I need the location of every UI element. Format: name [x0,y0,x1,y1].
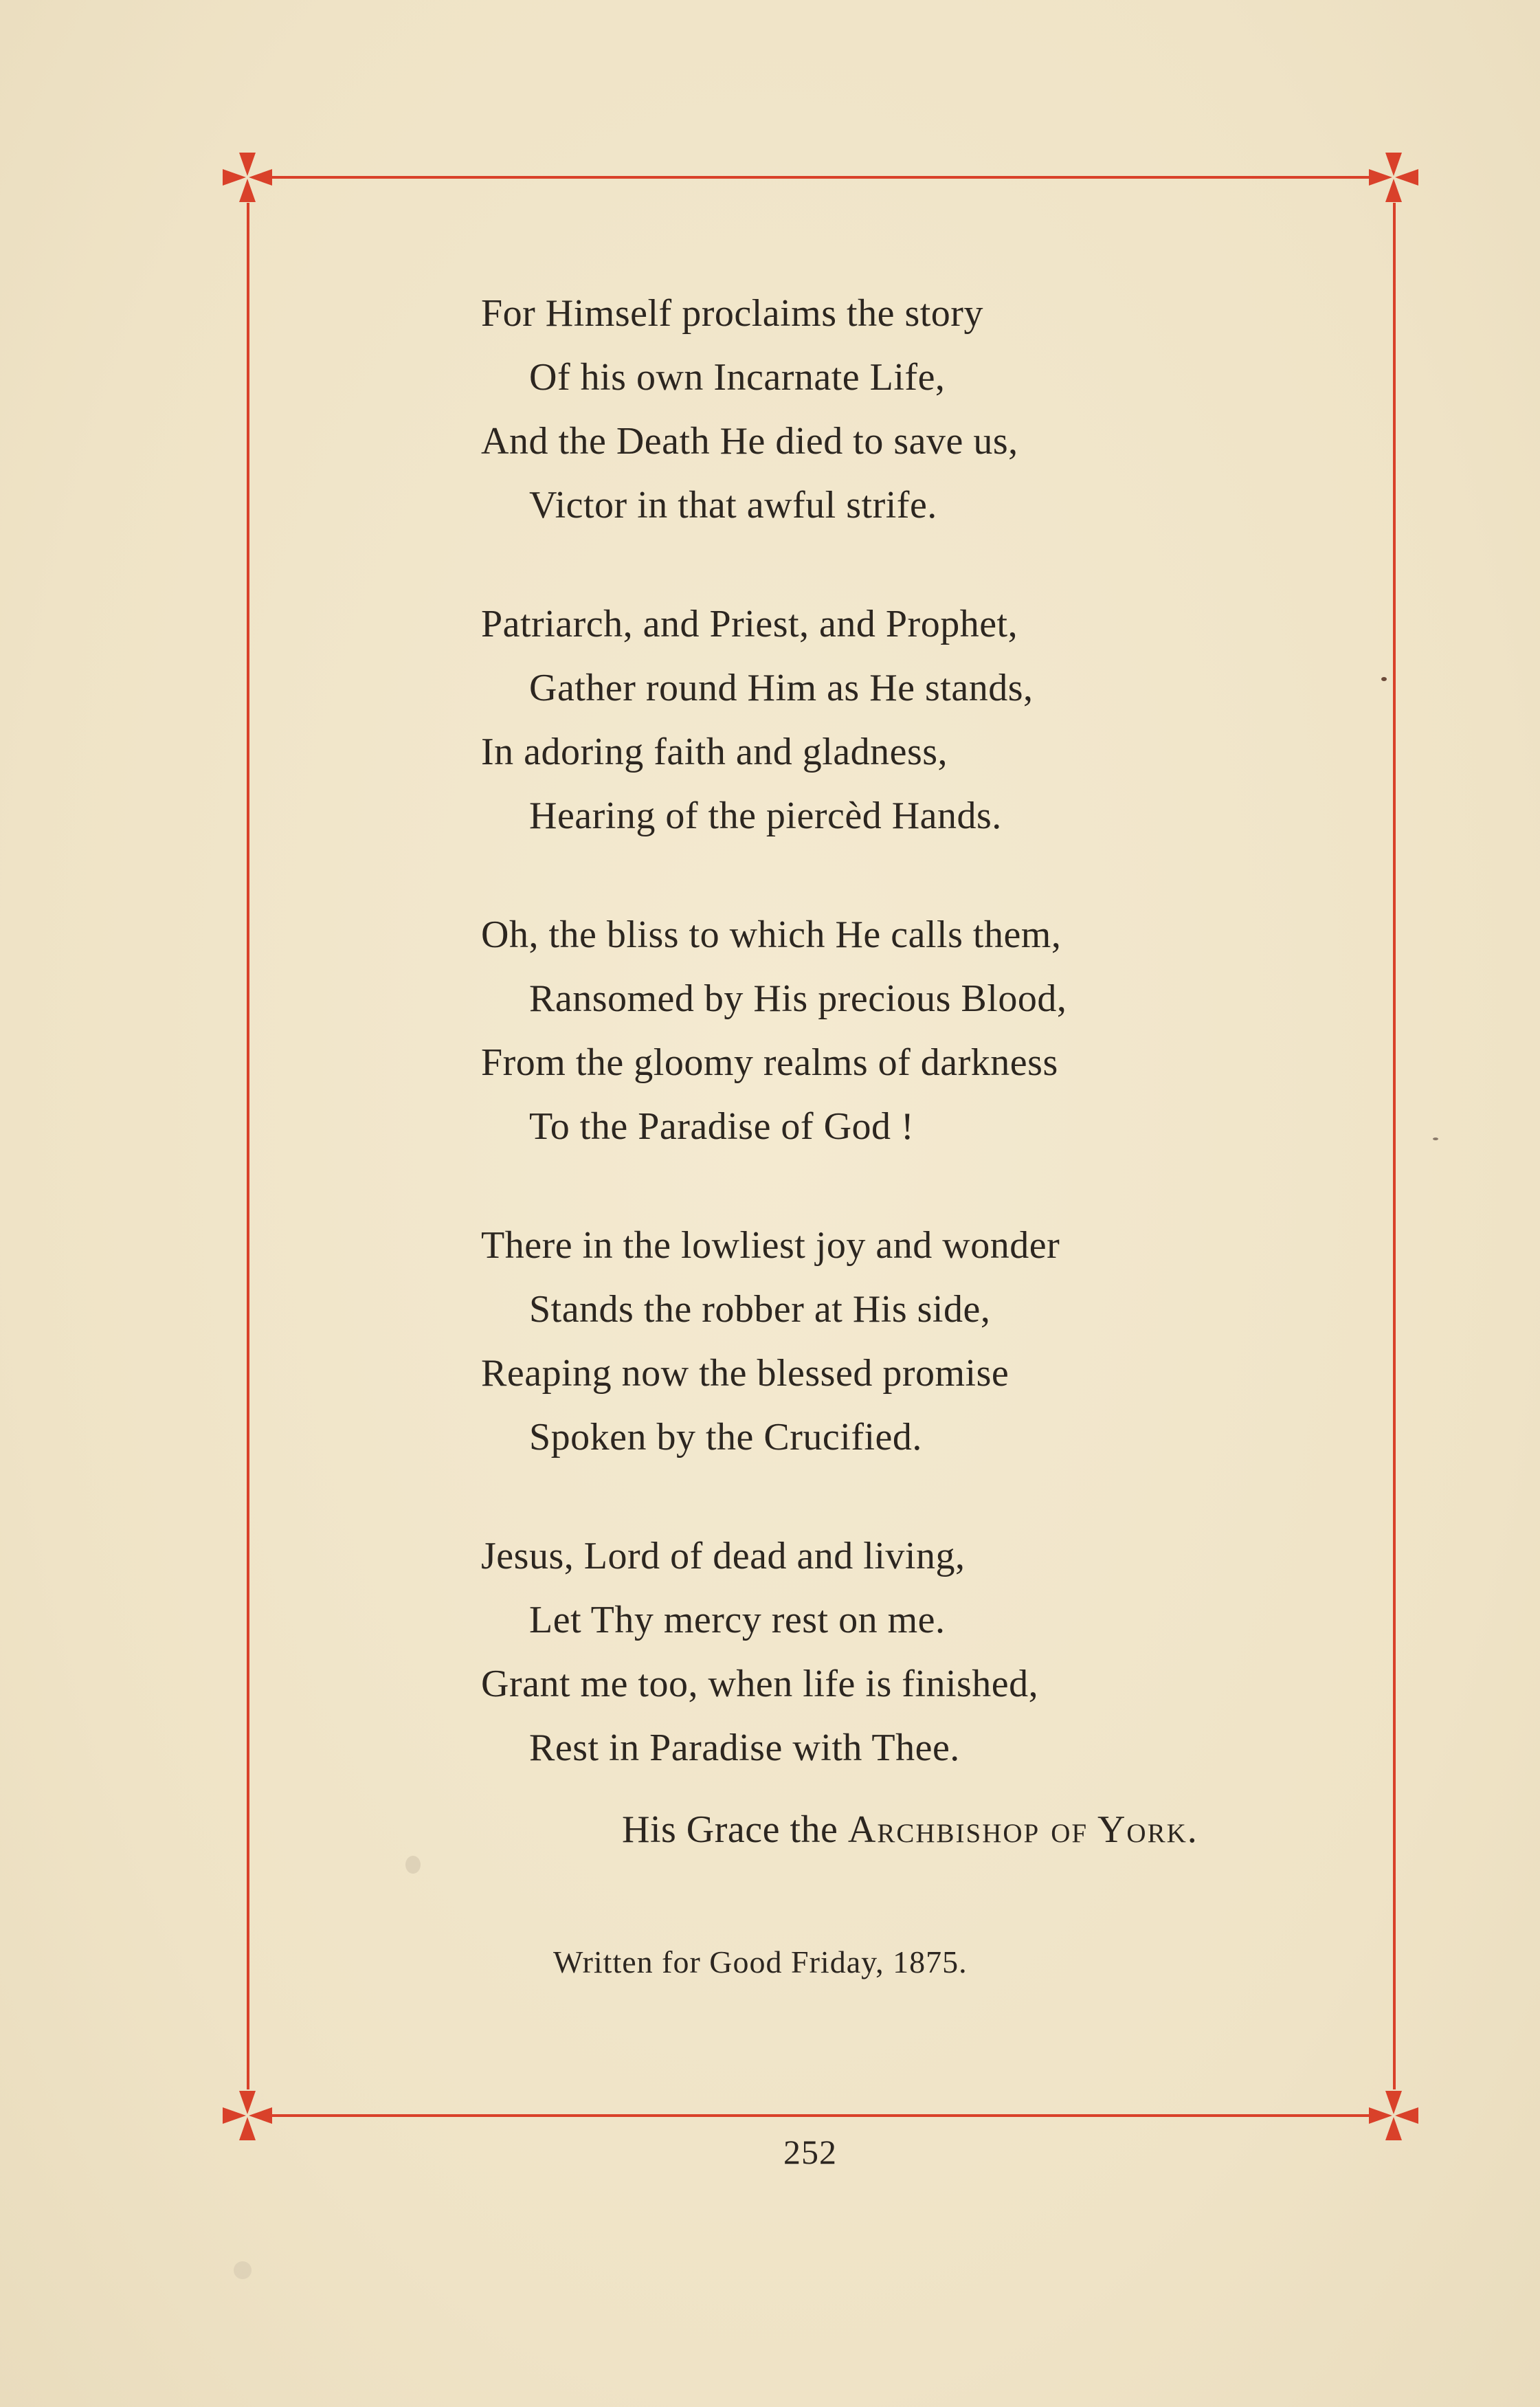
page-number: 252 [783,2133,837,2171]
paper-speck [1433,1138,1438,1140]
poem-line: Gather round Him as He stands, [529,667,1034,709]
poem-line: For Himself proclaims the story [481,292,983,335]
stanza-5 [481,1524,1443,1780]
corner-cross-icon-bottom-right [1366,2088,1421,2143]
stanza-2 [481,592,1443,848]
attribution [622,1808,1198,1852]
frame-left-line [247,203,249,2089]
stanza-1 [481,282,1443,537]
poem-line: To the Paradise of God ! [529,1105,915,1148]
footnote: Written for Good Friday, 1875. [553,1944,968,1979]
poem-line: And the Death He died to save us, [481,420,1018,463]
poem-line: Hearing of the piercèd Hands. [529,795,1002,837]
corner-cross-icon-top-right [1366,150,1421,205]
attribution-title: Archbishop of York. [847,1808,1198,1851]
attribution-prefix: His Grace the [622,1808,838,1851]
poem-line: Oh, the bliss to which He calls them, [481,913,1062,956]
stanza-3 [481,903,1443,1159]
poem-line: Of his own Incarnate Life, [529,356,946,399]
poem-line: Victor in that awful strife. [529,484,937,526]
poem-line: In adoring faith and gladness, [481,731,948,773]
poem-line: Grant me too, when life is finished, [481,1663,1039,1705]
poem-line: Reaping now the blessed promise [481,1352,1009,1395]
poem-line: From the gloomy realms of darkness [481,1041,1058,1084]
stanza-4 [481,1214,1443,1469]
paper-speck [234,2261,252,2279]
frame-bottom-line [261,2114,1374,2117]
paper-speck [405,1856,421,1874]
poem-line: Patriarch, and Priest, and Prophet, [481,603,1018,645]
poem-line: There in the lowliest joy and wonder [481,1224,1060,1267]
corner-cross-icon-bottom-left [220,2088,275,2143]
paper-speck [1381,677,1387,681]
poem-line: Ransomed by His precious Blood, [529,977,1067,1020]
poem [481,282,1443,1835]
frame-top-line [261,176,1374,179]
poem-line: Rest in Paradise with Thee. [529,1727,960,1769]
poem-line: Jesus, Lord of dead and living, [481,1535,966,1577]
poem-line: Spoken by the Crucified. [529,1416,922,1458]
poem-line: Let Thy mercy rest on me. [529,1599,946,1641]
corner-cross-icon-top-left [220,150,275,205]
poem-line: Stands the robber at His side, [529,1288,991,1331]
